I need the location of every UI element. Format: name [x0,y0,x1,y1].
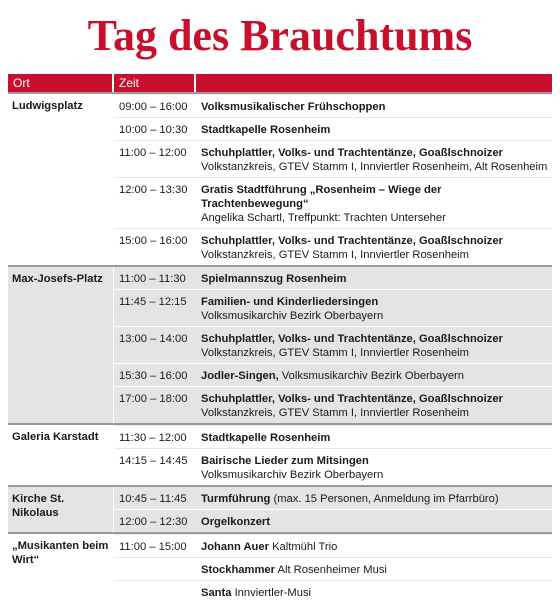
event-title: Gratis Stadtführung „Rosenheim – Wiege der Trachtenbewegung“ [201,184,442,210]
event-description [196,454,552,482]
location-section [8,265,552,423]
event-performers: Volksmusikarchiv Bezirk Oberbayern [201,469,384,481]
location-section [8,532,552,603]
location-section [8,423,552,485]
event-title: Schuhplattler, Volks- und Trachtentänze, Goaßlschnoizer [201,333,503,345]
event-row [114,425,552,448]
event-time: 11:00 – 15:00 [119,541,187,553]
event-title: Johann Auer [201,541,269,553]
location-name: Max-Josefs-Platz [8,267,114,423]
event-performers: Volkstanzkreis, GTEV Stamm I, Innviertler Rosenheim, Alt Rosenheim [201,161,548,173]
event-detail: Innviertler-Musi [231,587,312,599]
location-name: Kirche St. Nikolaus [8,487,114,532]
header-program [196,74,552,92]
event-title: Spielmannszug Rosenheim [201,273,347,285]
event-description [196,515,552,529]
event-time: 11:00 – 12:00 [119,147,187,159]
event-time: 11:00 – 11:30 [119,273,186,285]
event-description [196,146,552,174]
event-time: 15:30 – 16:00 [119,370,188,382]
event-time: 15:00 – 16:00 [119,235,188,247]
event-title: Bairische Lieder zum Mitsingen [201,455,369,467]
event-performers: Volkstanzkreis, GTEV Stamm I, Innviertler Rosenheim [201,249,469,261]
event-title: Stadtkapelle Rosenheim [201,124,331,136]
event-performers: Volksmusikarchiv Bezirk Oberbayern [201,310,384,322]
event-description [196,100,552,114]
event-description [196,392,552,420]
event-time [114,563,196,577]
event-description [196,431,552,445]
event-time: 10:45 – 11:45 [119,493,187,505]
event-time: 14:15 – 14:45 [119,455,188,467]
location-name: „Musikanten beim Wirt“ [8,534,114,603]
event-description [196,586,552,600]
event-row [114,289,552,326]
event-time: 11:30 – 12:00 [119,432,187,444]
event-list [114,94,552,265]
event-row [114,177,552,228]
event-title: Jodler-Singen, [201,370,279,382]
event-description [196,123,552,137]
event-description [196,540,552,554]
event-row [114,557,552,580]
event-row [114,534,552,557]
event-time [114,586,196,600]
event-description [196,295,552,323]
event-time: 12:00 – 13:30 [119,184,188,196]
page-title: Tag des Brauchtums [87,11,473,60]
event-time: 11:45 – 12:15 [119,296,187,308]
event-list [114,487,552,532]
event-row [114,509,552,532]
event-detail: Kaltmühl Trio [268,541,338,553]
event-description [196,369,552,383]
event-detail: Alt Rosenheimer Musi [275,564,387,576]
event-time: 10:00 – 10:30 [119,124,188,136]
event-time: 17:00 – 18:00 [119,393,188,405]
event-list [114,267,552,423]
event-detail: (max. 15 Personen, Anmeldung im Pfarrbüro) [270,493,499,505]
event-list [114,534,552,603]
location-name: Ludwigsplatz [8,94,114,265]
event-title: Stadtkapelle Rosenheim [201,432,331,444]
event-description [196,563,552,577]
location-section [8,92,552,265]
event-title: Stockhammer [201,564,275,576]
event-performers: Volkstanzkreis, GTEV Stamm I, Innviertler Rosenheim [201,347,469,359]
event-row [114,140,552,177]
event-row [114,117,552,140]
event-row [114,94,552,117]
event-row [114,448,552,485]
event-row [114,228,552,265]
event-row [114,326,552,363]
header-ort: Ort [8,74,114,92]
event-time: 09:00 – 16:00 [119,101,188,113]
event-row [114,386,552,423]
event-time: 13:00 – 14:00 [119,333,188,345]
event-description [196,183,552,225]
event-row [114,363,552,386]
location-name: Galeria Karstadt [8,425,114,485]
event-title: Schuhplattler, Volks- und Trachtentänze, Goaßlschnoizer [201,393,503,405]
event-performers: Volkstanzkreis, GTEV Stamm I, Innviertler Rosenheim [201,407,469,419]
header-zeit: Zeit [114,74,196,92]
event-title: Orgelkonzert [201,516,271,528]
event-description [196,272,552,286]
event-title: Turmführung [201,493,271,505]
schedule-table [8,74,552,603]
event-description [196,234,552,262]
event-performers: Angelika Schartl, Treffpunkt: Trachten Unterseher [201,212,446,224]
event-title: Schuhplattler, Volks- und Trachtentänze, Goaßlschnoizer [201,235,503,247]
table-body [8,92,552,603]
event-description [196,492,552,506]
event-row [114,267,552,289]
event-row [114,487,552,509]
location-section [8,485,552,532]
event-description [196,332,552,360]
table-header [8,74,552,92]
event-row [114,580,552,603]
event-title: Familien- und Kinderliedersingen [201,296,379,308]
event-detail: Volksmusikarchiv Bezirk Oberbayern [278,370,464,382]
event-title: Santa [201,587,232,599]
event-title: Volksmusikalischer Frühschoppen [201,101,386,113]
event-title: Schuhplattler, Volks- und Trachtentänze, Goaßlschnoizer [201,147,503,159]
event-list [114,425,552,485]
event-time: 12:00 – 12:30 [119,516,188,528]
